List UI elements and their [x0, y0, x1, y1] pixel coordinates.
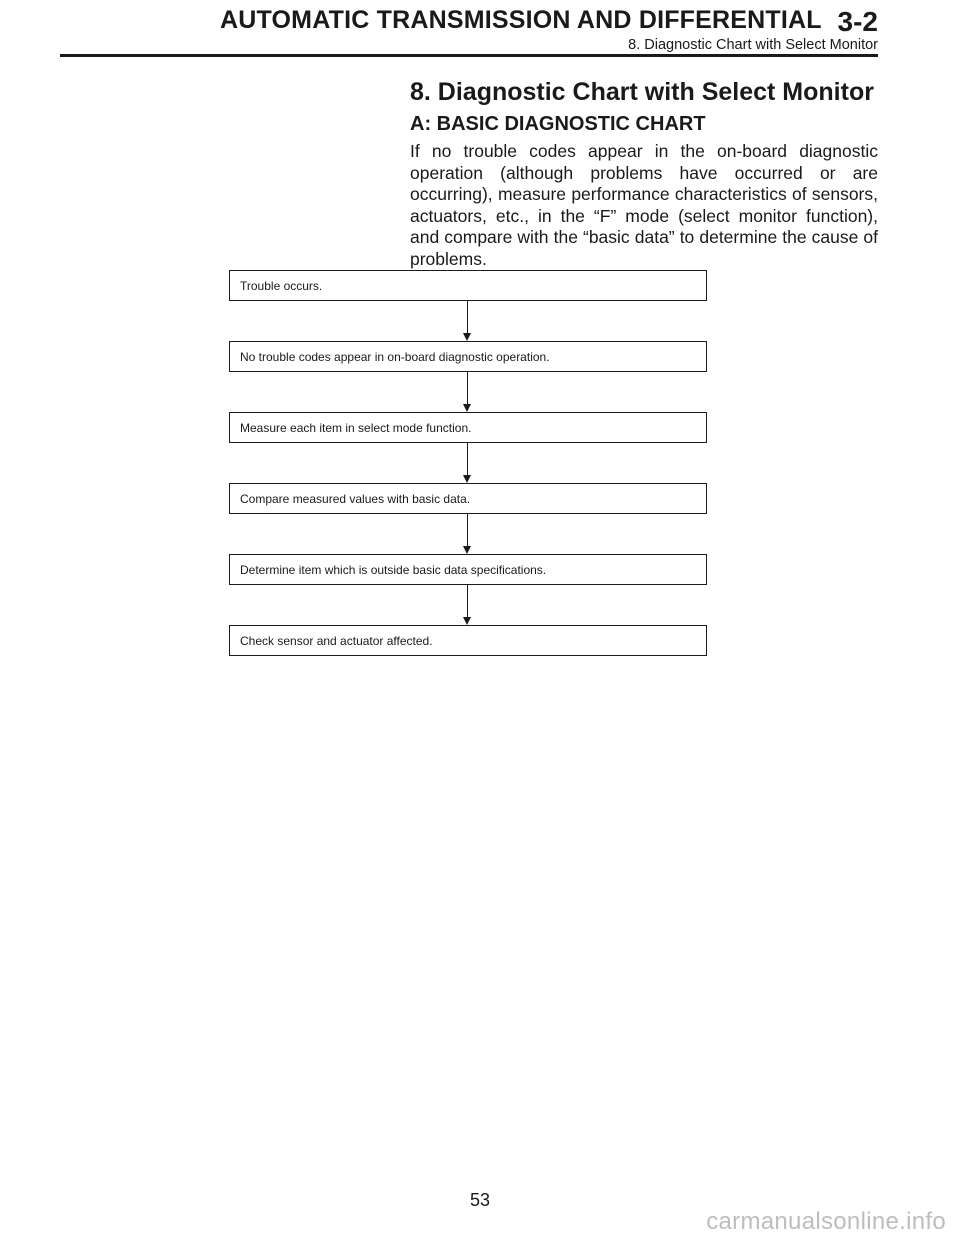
- flow-step-trouble-occurs: [229, 270, 707, 301]
- page-number: 53: [469, 1190, 491, 1210]
- down-arrow-icon: [467, 372, 469, 412]
- section-title: 8. Diagnostic Chart with Select Monitor: [410, 78, 874, 106]
- flow-step-measure-items: [229, 412, 707, 443]
- section-reference: 8. Diagnostic Chart with Select Monitor: [628, 37, 878, 53]
- chapter-code: 3-2: [837, 6, 878, 37]
- down-arrow-icon: [467, 443, 469, 483]
- flow-step-label: Determine item which is outside basic data specifications.: [240, 563, 547, 577]
- page-header: [60, 6, 878, 58]
- flow-step-label: Measure each item in select mode function.: [240, 421, 472, 435]
- flow-step-compare-values: [229, 483, 707, 514]
- down-arrow-icon: [467, 514, 469, 554]
- down-arrow-icon: [467, 585, 469, 625]
- watermark: carmanualsonline.info: [706, 1208, 946, 1235]
- flow-step-label: Trouble occurs.: [240, 279, 323, 293]
- flow-step-no-trouble-codes: [229, 341, 707, 372]
- intro-paragraph: If no trouble codes appear in the on-board diagnostic operation (although problems have occurred or are occurring), measure performance characteristics of sensors, actuators, etc., in the “F” mode (select monitor function), and compare with the “basic data” to determine the cause of problems.: [410, 141, 878, 269]
- flow-step-label: No trouble codes appear in on-board diagnostic operation.: [240, 350, 550, 364]
- flow-step-determine-item: [229, 554, 707, 585]
- flow-step-label: Check sensor and actuator affected.: [240, 634, 433, 648]
- chapter-title: AUTOMATIC TRANSMISSION AND DIFFERENTIAL: [220, 6, 822, 34]
- subsection-title: A: BASIC DIAGNOSTIC CHART: [410, 113, 706, 135]
- down-arrow-icon: [467, 301, 469, 341]
- header-divider: [60, 54, 878, 57]
- flow-step-label: Compare measured values with basic data.: [240, 492, 471, 506]
- flow-step-check-sensor: [229, 625, 707, 656]
